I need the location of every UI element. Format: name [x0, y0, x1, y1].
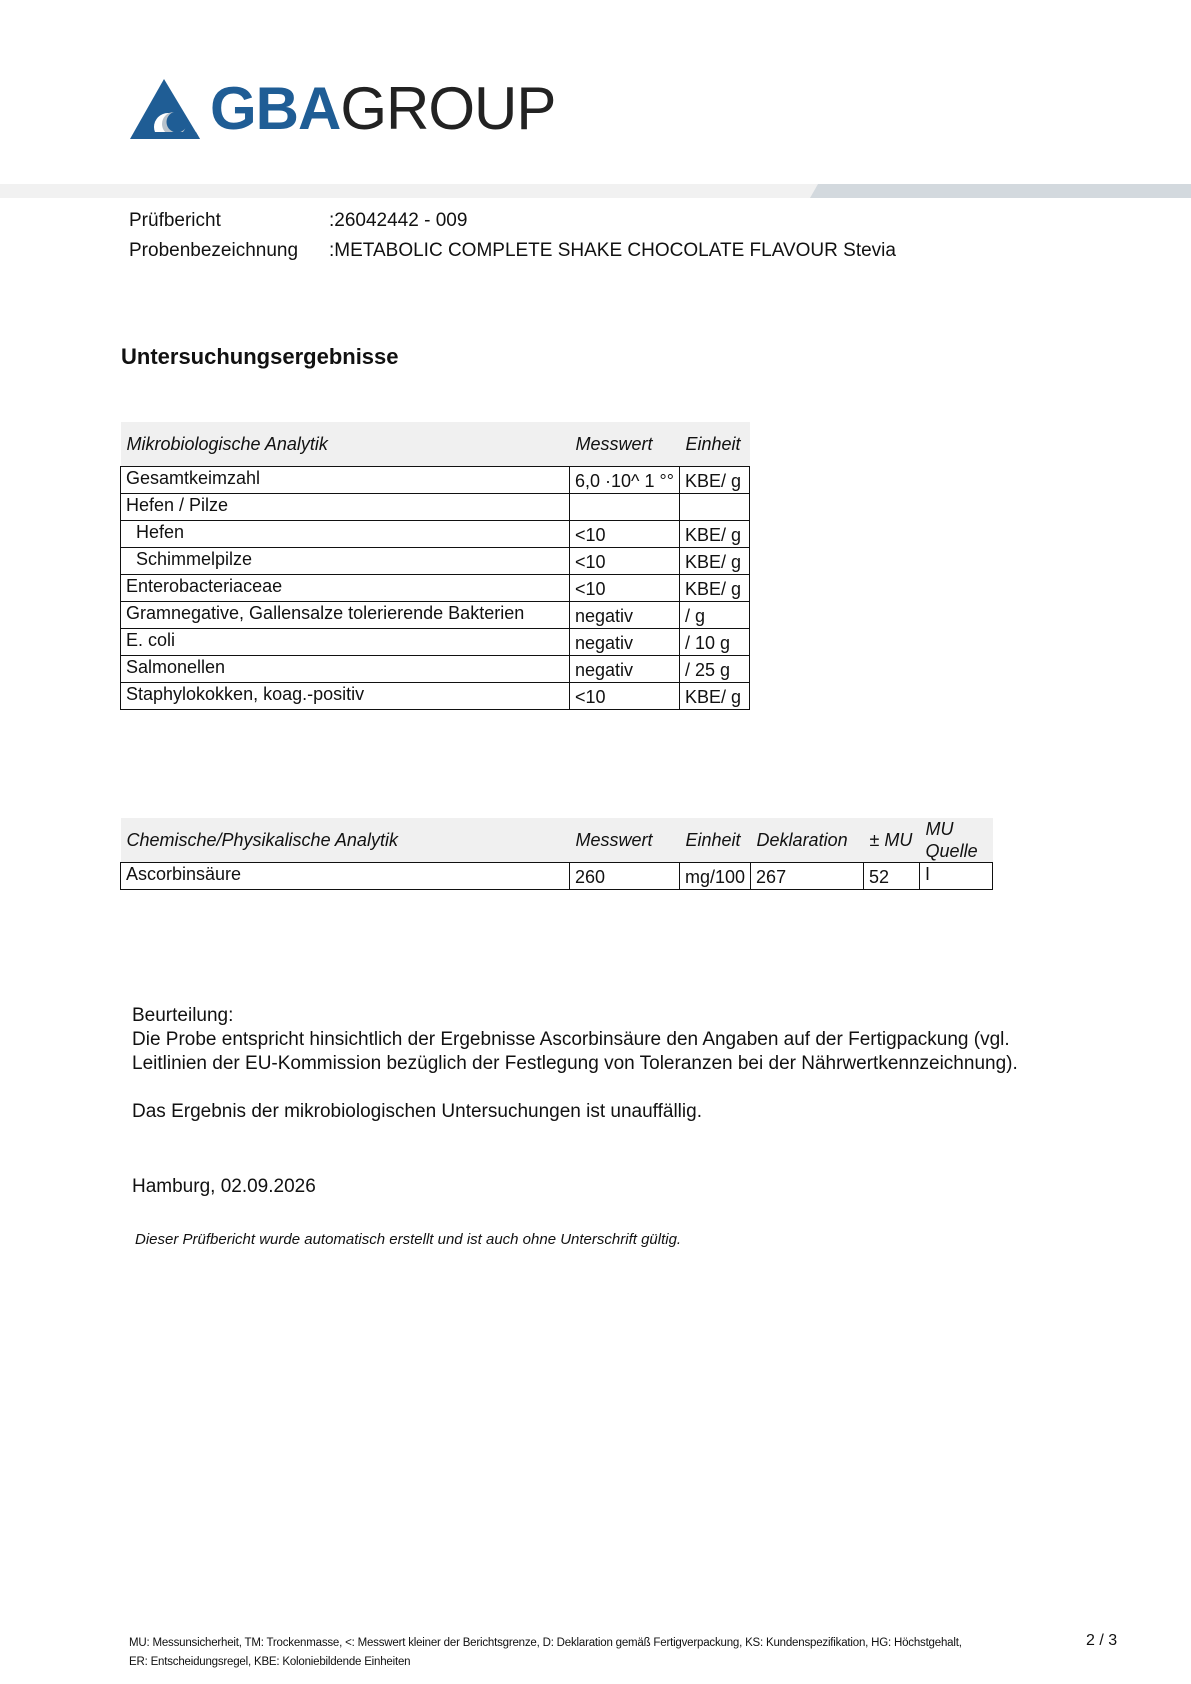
analyte-name: Hefen — [121, 521, 570, 548]
assessment-conclusion: Das Ergebnis der mikrobiologischen Untersuchungen ist unauffällig. — [132, 1101, 702, 1122]
table-row — [121, 602, 750, 629]
analyte-name: Ascorbinsäure — [121, 863, 570, 890]
measured-value: <10 — [570, 521, 680, 548]
unit: KBE/ g — [680, 683, 750, 710]
page-number: 2 / 3 — [1086, 1632, 1118, 1649]
column-header: Deklaration — [751, 818, 864, 863]
unit: KBE/ g — [680, 467, 750, 494]
logo-wordmark — [210, 75, 556, 142]
logo-brand-text: GBA — [210, 75, 341, 142]
analyte-name: Hefen / Pilze — [121, 494, 570, 521]
assessment-block — [132, 1004, 1132, 1124]
measured-value: negativ — [570, 629, 680, 656]
column-header: Mikrobiologische Analytik — [121, 422, 570, 467]
company-logo — [130, 74, 555, 144]
analyte-name: Staphylokokken, koag.-positiv — [121, 683, 570, 710]
footnote-line: MU: Messunsicherheit, TM: Trockenmasse, <: Messwert kleiner der Berichtsgrenze, D: Deklaration gemäß Fertigverpackung, KS: Kundenspezifikation, HG: Höchstgehalt, — [129, 1637, 962, 1649]
measured-value: 6,0 ·10^ 1 °° — [570, 467, 680, 494]
table-row — [121, 629, 750, 656]
gba-logo-mark-icon — [130, 77, 202, 141]
analyte-name: Gramnegative, Gallensalze tolerierende Bakterien — [121, 602, 570, 629]
unit: / g — [680, 602, 750, 629]
abbreviation-footnote — [129, 1634, 1009, 1672]
declaration-value: 267 — [751, 863, 864, 890]
report-number-label: Prüfbericht — [129, 210, 221, 231]
measured-value: <10 — [570, 575, 680, 602]
table-header-row — [121, 818, 993, 863]
analyte-name: Schimmelpilze — [121, 548, 570, 575]
place-date: Hamburg, 02.09.2026 — [132, 1176, 316, 1197]
chemistry-table — [120, 818, 993, 890]
assessment-heading: Beurteilung: — [132, 1005, 234, 1026]
analyte-name: Salmonellen — [121, 656, 570, 683]
table-row — [121, 494, 750, 521]
table-row — [121, 575, 750, 602]
results-title: Untersuchungsergebnisse — [121, 344, 399, 369]
measured-value — [570, 494, 680, 521]
column-header-mu-source — [920, 818, 993, 863]
analyte-name: Enterobacteriaceae — [121, 575, 570, 602]
mu-source: I — [920, 863, 993, 890]
measured-value: 260 — [570, 863, 680, 890]
column-header-mu: MU — [925, 819, 954, 839]
header-band-accent — [810, 184, 1191, 198]
column-header: Chemische/Physikalische Analytik — [121, 818, 570, 863]
measured-value: <10 — [570, 548, 680, 575]
column-header: Einheit — [680, 818, 751, 863]
assessment-text-line: Die Probe entspricht hinsichtlich der Ergebnisse Ascorbinsäure den Angaben auf der Fertigpackung (vgl. — [132, 1029, 1010, 1050]
measured-value: negativ — [570, 602, 680, 629]
unit — [680, 494, 750, 521]
table-row — [121, 548, 750, 575]
table-header-row — [121, 422, 750, 467]
unit: KBE/ g — [680, 548, 750, 575]
table-row — [121, 521, 750, 548]
analyte-name: E. coli — [121, 629, 570, 656]
table-row — [121, 863, 993, 890]
unit: / 25 g — [680, 656, 750, 683]
report-number-value: :26042442 - 009 — [329, 210, 468, 231]
table-row — [121, 683, 750, 710]
analyte-name: Gesamtkeimzahl — [121, 467, 570, 494]
sample-name-value: :METABOLIC COMPLETE SHAKE CHOCOLATE FLAVOUR Stevia — [329, 240, 896, 261]
microbiology-table — [120, 422, 750, 710]
unit: KBE/ g — [680, 575, 750, 602]
assessment-text-line: Leitlinien der EU-Kommission bezüglich der Festlegung von Toleranzen bei der Nährwertkennzeichnung). — [132, 1053, 1018, 1074]
footnote-line: ER: Entscheidungsregel, KBE: Koloniebildende Einheiten — [129, 1656, 411, 1668]
column-header: Messwert — [570, 818, 680, 863]
mu-value: 52 — [864, 863, 920, 890]
column-header: Einheit — [680, 422, 750, 467]
measured-value: negativ — [570, 656, 680, 683]
unit: mg/100 — [680, 863, 751, 890]
table-row — [121, 467, 750, 494]
column-header-source: Quelle — [925, 841, 978, 861]
unit: / 10 g — [680, 629, 750, 656]
logo-group-text: GROUP — [340, 75, 556, 142]
column-header: ± MU — [864, 818, 920, 863]
table-row — [121, 656, 750, 683]
measured-value: <10 — [570, 683, 680, 710]
column-header: Messwert — [570, 422, 680, 467]
auto-generated-note: Dieser Prüfbericht wurde automatisch erstellt und ist auch ohne Unterschrift gültig. — [135, 1231, 682, 1248]
unit: KBE/ g — [680, 521, 750, 548]
sample-name-label: Probenbezeichnung — [129, 240, 299, 261]
